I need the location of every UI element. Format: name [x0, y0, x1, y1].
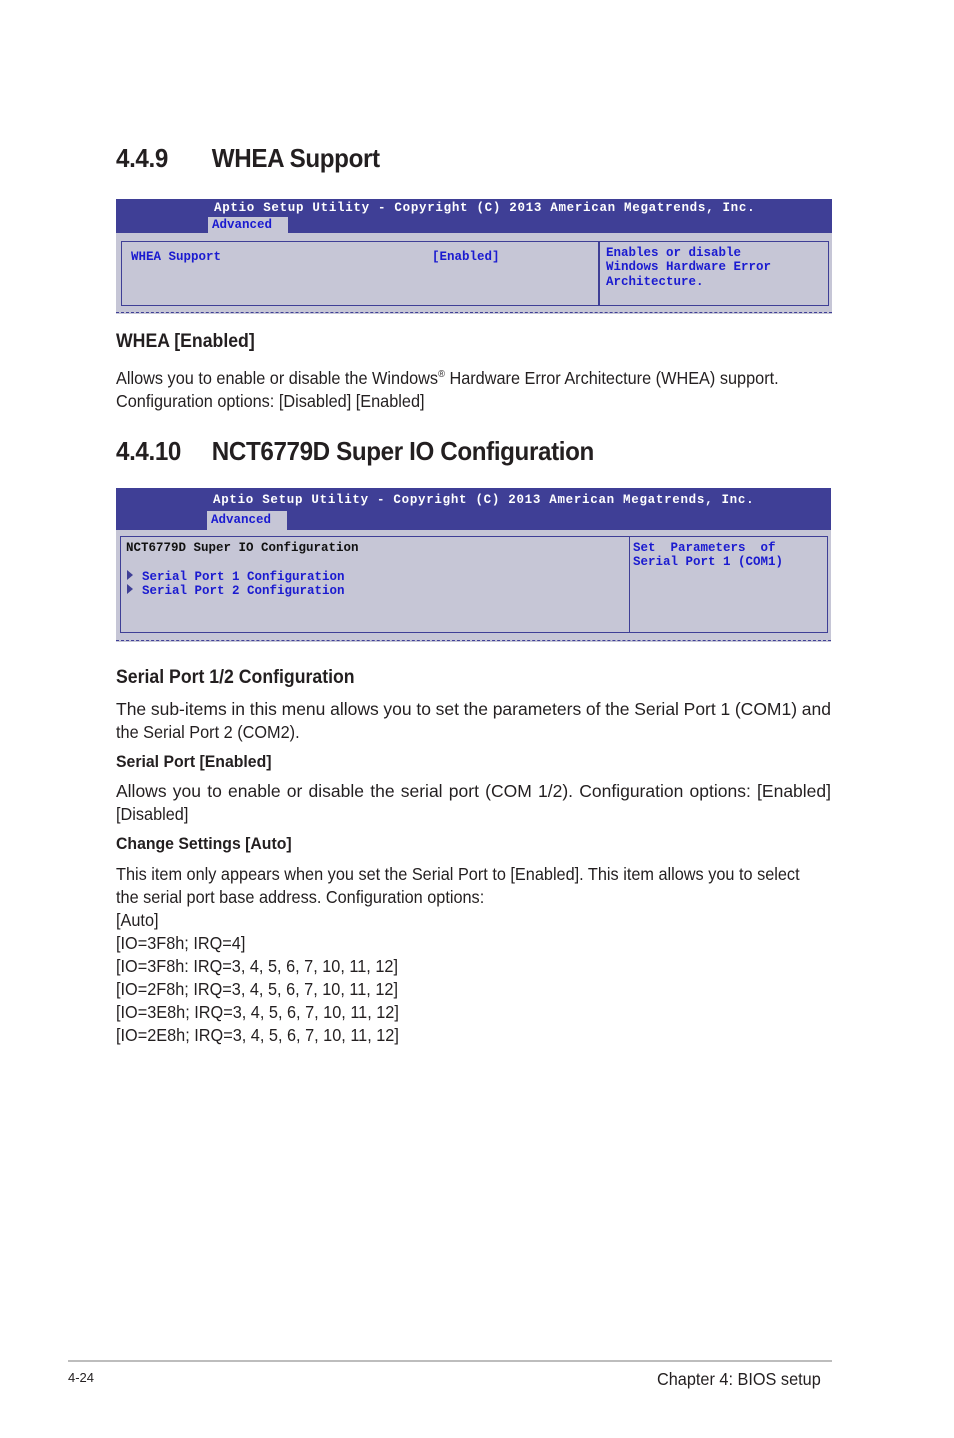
option-line: [IO=2F8h; IRQ=3, 4, 5, 6, 7, 10, 11, 12] — [116, 979, 398, 999]
word: the — [370, 781, 395, 801]
word: Configuration — [579, 781, 684, 801]
word: the — [463, 699, 488, 719]
bios-main-panel — [120, 536, 630, 633]
paragraph-line — [116, 698, 831, 721]
subheading-whea-enabled: WHEA [Enabled] — [116, 331, 255, 352]
paragraph-line: This item only appears when you set the Serial Port to [Enabled]. This item allows you to select — [116, 864, 800, 884]
option-line: [IO=3F8h; IRQ=4] — [116, 933, 246, 953]
word: set — [435, 699, 459, 719]
section-number: 4.4.9 — [116, 143, 168, 173]
word: you — [172, 781, 201, 801]
option-line: [Auto] — [116, 910, 159, 930]
help-line: Serial Port 1 (COM1) — [633, 555, 784, 569]
word: Port — [683, 699, 716, 719]
word: options: — [689, 781, 751, 801]
word: Allows — [116, 781, 167, 801]
option-line: [IO=3F8h: IRQ=3, 4, 5, 6, 7, 10, 11, 12] — [116, 956, 398, 976]
footer-rule — [68, 1360, 832, 1362]
tab-advanced[interactable]: Advanced — [208, 217, 288, 233]
word: 1 — [720, 699, 731, 719]
bios-header-bar — [116, 199, 832, 233]
bios-header-title: Aptio Setup Utility - Copyright (C) 2013 American Megatrends, Inc. — [214, 201, 756, 215]
help-line: Set Parameters of — [633, 541, 776, 555]
whea-support-label[interactable]: WHEA Support — [131, 250, 222, 264]
section-title: WHEA Support — [211, 143, 380, 173]
word: port — [448, 781, 479, 801]
word: enable — [228, 781, 281, 801]
help-line: Windows Hardware Error — [606, 260, 772, 274]
serial-port-intro — [116, 698, 831, 744]
word: menu — [281, 699, 326, 719]
subheading-serial-port-config: Serial Port 1/2 Configuration — [116, 667, 355, 688]
subheading-change-settings: Change Settings [Auto] — [116, 834, 292, 853]
serial-port-description — [116, 780, 831, 826]
word: disable — [308, 781, 365, 801]
word: Serial — [634, 699, 679, 719]
word: (COM — [485, 781, 532, 801]
paragraph-line — [116, 780, 831, 803]
page-number: 4-24 — [68, 1370, 95, 1385]
menu-title: NCT6779D Super IO Configuration — [126, 541, 359, 555]
word: The — [116, 699, 147, 719]
section-title: NCT6779D Super IO Configuration — [211, 436, 594, 466]
bios-bottom-dashes — [116, 640, 831, 641]
word: [Enabled] — [757, 781, 831, 801]
submenu-arrow-icon — [127, 584, 133, 594]
bios-header-title: Aptio Setup Utility - Copyright (C) 2013 American Megatrends, Inc. — [213, 493, 755, 507]
section-number: 4.4.10 — [116, 436, 181, 466]
bios-help-panel — [629, 536, 828, 633]
submenu-arrow-icon — [127, 570, 133, 580]
help-line: Enables or disable — [606, 246, 742, 260]
word: or — [286, 781, 303, 801]
chapter-label: Chapter 4: BIOS setup — [657, 1369, 821, 1389]
word: parameters — [492, 699, 582, 719]
tab-advanced[interactable]: Advanced — [207, 511, 287, 530]
word: sub-items — [150, 699, 227, 719]
paragraph-line: the Serial Port 2 (COM2). — [116, 722, 300, 742]
help-line: Architecture. — [606, 275, 704, 289]
whea-support-value[interactable]: [Enabled] — [432, 250, 500, 264]
bios-screen-whea — [116, 199, 832, 314]
word: you — [383, 699, 412, 719]
option-line: [IO=2E8h; IRQ=3, 4, 5, 6, 7, 10, 11, 12] — [116, 1025, 399, 1045]
paragraph-line: Allows you to enable or disable the Windows® Hardware Error Architecture (WHEA) support. — [116, 367, 779, 388]
bios-help-panel — [598, 241, 829, 306]
bios-main-panel — [121, 241, 600, 306]
section-heading-whea — [116, 143, 380, 174]
section-heading-superio — [116, 436, 594, 467]
word: the — [605, 699, 630, 719]
subheading-serial-port-enabled: Serial Port [Enabled] — [116, 752, 272, 771]
word: in — [231, 699, 246, 719]
menu-item-serial-port-2[interactable]: Serial Port 2 Configuration — [142, 584, 345, 598]
paragraph-line: Configuration options: [Disabled] [Enabled] — [116, 390, 425, 411]
word: (COM1) — [734, 699, 798, 719]
word: this — [249, 699, 277, 719]
bios-header-bar — [116, 488, 831, 530]
menu-item-serial-port-1[interactable]: Serial Port 1 Configuration — [142, 570, 345, 584]
word: allows — [330, 699, 379, 719]
bios-bottom-dashes — [116, 312, 832, 313]
option-line: [IO=3E8h; IRQ=3, 4, 5, 6, 7, 10, 11, 12] — [116, 1002, 399, 1022]
word: to — [416, 699, 431, 719]
paragraph-line: the serial port base address. Configuration options: — [116, 887, 485, 907]
word: and — [801, 699, 831, 719]
word: 1/2). — [538, 781, 574, 801]
word: of — [585, 699, 601, 719]
paragraph-line: [Disabled] — [116, 804, 189, 824]
whea-description — [116, 363, 831, 413]
bios-screen-superio — [116, 488, 831, 642]
word: serial — [400, 781, 443, 801]
word: to — [207, 781, 222, 801]
change-settings-description — [116, 863, 831, 1047]
